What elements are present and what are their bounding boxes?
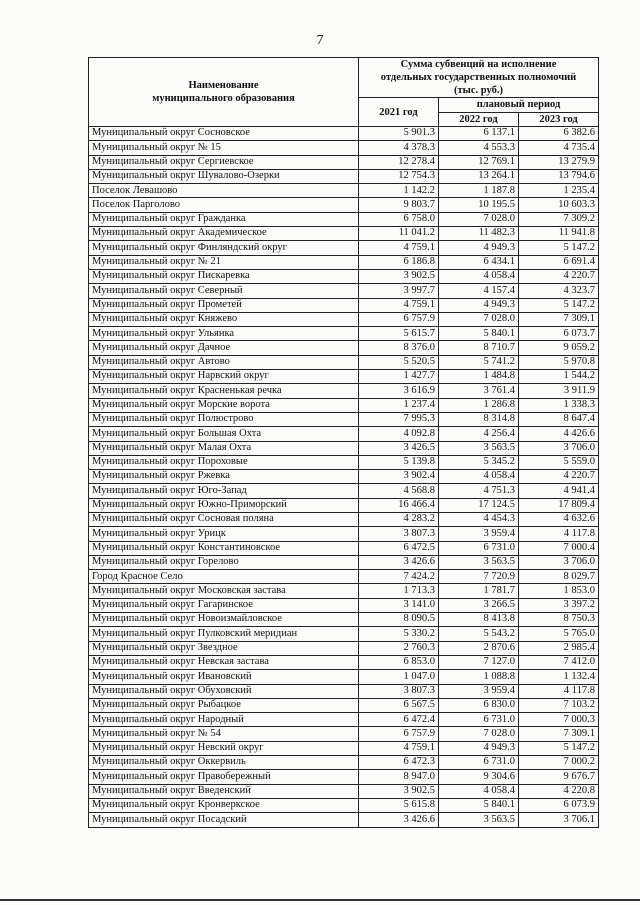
value-2021-cell: 5 615.8 (359, 798, 439, 812)
table-row (89, 355, 599, 369)
value-2022-cell: 1 484.8 (439, 370, 519, 384)
value-2022-cell: 6 731.0 (439, 756, 519, 770)
value-2023-cell: 4 117.8 (519, 527, 599, 541)
value-2023-cell: 1 235.4 (519, 184, 599, 198)
municipality-name-cell: Муниципальный округ Дачное (89, 341, 359, 355)
value-2023-cell: 11 941.8 (519, 227, 599, 241)
table-row (89, 570, 599, 584)
municipality-name-cell: Муниципальный округ Звездное (89, 641, 359, 655)
value-2023-cell: 3 706.0 (519, 441, 599, 455)
value-2021-cell: 12 278.4 (359, 155, 439, 169)
value-2022-cell: 3 959.4 (439, 684, 519, 698)
municipality-name-cell: Муниципальный округ Сосновая поляна (89, 512, 359, 526)
table-row (89, 741, 599, 755)
municipality-name-cell: Муниципальный округ Кронверкское (89, 798, 359, 812)
value-2022-cell: 4 949.3 (439, 298, 519, 312)
page-bottom-rule (0, 899, 640, 901)
municipality-name-cell: Муниципальный округ Ивановский (89, 670, 359, 684)
value-2021-cell: 3 902.5 (359, 269, 439, 283)
table-row (89, 670, 599, 684)
municipality-name-cell: Муниципальный округ Морские ворота (89, 398, 359, 412)
table-row (89, 327, 599, 341)
municipality-name-cell: Муниципальный округ Ржевка (89, 470, 359, 484)
value-2022-cell: 6 731.0 (439, 713, 519, 727)
table-row (89, 312, 599, 326)
value-2022-cell: 5 840.1 (439, 798, 519, 812)
value-2021-cell: 1 237.4 (359, 398, 439, 412)
municipality-name-cell: Муниципальный округ Финляндский округ (89, 241, 359, 255)
value-2023-cell: 7 000.2 (519, 756, 599, 770)
table-body (89, 126, 599, 827)
value-2023-cell: 13 794.6 (519, 169, 599, 183)
value-2021-cell: 4 092.8 (359, 427, 439, 441)
value-2022-cell: 4 949.3 (439, 241, 519, 255)
year-2022-header: 2022 год (439, 112, 519, 126)
value-2021-cell: 1 047.0 (359, 670, 439, 684)
municipality-name-cell: Муниципальный округ № 21 (89, 255, 359, 269)
municipality-name-cell: Муниципальный округ Гагаринское (89, 598, 359, 612)
value-2021-cell: 8 090.5 (359, 613, 439, 627)
value-2023-cell: 7 000.4 (519, 541, 599, 555)
value-2021-cell: 1 142.2 (359, 184, 439, 198)
value-2022-cell: 17 124.5 (439, 498, 519, 512)
value-2023-cell: 5 765.0 (519, 627, 599, 641)
value-2021-cell: 6 567.5 (359, 698, 439, 712)
municipality-name-cell: Муниципальный округ Пискаревка (89, 269, 359, 283)
value-2021-cell: 6 472.5 (359, 541, 439, 555)
value-2021-cell: 6 758.0 (359, 212, 439, 226)
table-row (89, 255, 599, 269)
municipality-name-cell: Муниципальный округ Полюстрово (89, 412, 359, 426)
value-2022-cell: 3 761.4 (439, 384, 519, 398)
value-2022-cell: 6 731.0 (439, 541, 519, 555)
value-2022-cell: 1 088.8 (439, 670, 519, 684)
municipality-name-cell: Муниципальный округ Пороховые (89, 455, 359, 469)
value-2021-cell: 5 330.2 (359, 627, 439, 641)
value-2023-cell: 1 544.2 (519, 370, 599, 384)
value-2023-cell: 6 691.4 (519, 255, 599, 269)
municipality-header-line2: муниципального образования (152, 92, 295, 104)
value-2022-cell: 8 314.8 (439, 412, 519, 426)
value-2022-cell: 8 413.8 (439, 613, 519, 627)
value-2022-cell: 7 028.0 (439, 312, 519, 326)
table-row (89, 370, 599, 384)
value-2023-cell: 7 000.3 (519, 713, 599, 727)
value-2023-cell: 7 103.2 (519, 698, 599, 712)
table-row (89, 698, 599, 712)
value-2021-cell: 3 426.5 (359, 441, 439, 455)
municipality-name-cell: Муниципальный округ Гражданка (89, 212, 359, 226)
value-2023-cell: 1 853.0 (519, 584, 599, 598)
municipality-name-cell: Муниципальный округ № 15 (89, 141, 359, 155)
table-row (89, 484, 599, 498)
year-2021-header: 2021 год (359, 98, 439, 127)
value-2021-cell: 4 378.3 (359, 141, 439, 155)
municipality-name-cell: Муниципальный округ Сосновское (89, 126, 359, 140)
plan-period-header: плановый период (439, 98, 599, 112)
value-2023-cell: 4 735.4 (519, 141, 599, 155)
subsidy-header-line1: Сумма субвенций на исполнение (400, 59, 557, 70)
municipality-name-cell: Муниципальный округ Народный (89, 713, 359, 727)
value-2022-cell: 12 769.1 (439, 155, 519, 169)
value-2023-cell: 17 809.4 (519, 498, 599, 512)
table-row (89, 455, 599, 469)
value-2023-cell: 7 412.0 (519, 655, 599, 669)
municipality-name-cell: Муниципальный округ Северный (89, 284, 359, 298)
year-2023-header: 2023 год (519, 112, 599, 126)
table-row (89, 498, 599, 512)
value-2021-cell: 7 424.2 (359, 570, 439, 584)
value-2023-cell: 7 309.1 (519, 727, 599, 741)
value-2021-cell: 6 472.3 (359, 756, 439, 770)
municipality-name-cell: Муниципальный округ Обуховский (89, 684, 359, 698)
table-row (89, 198, 599, 212)
table-row (89, 169, 599, 183)
value-2021-cell: 6 853.0 (359, 655, 439, 669)
table-row (89, 713, 599, 727)
value-2023-cell: 9 059.2 (519, 341, 599, 355)
municipality-name-cell: Муниципальный округ Сергиевское (89, 155, 359, 169)
municipality-name-cell: Муниципальный округ Красненькая речка (89, 384, 359, 398)
value-2021-cell: 7 995.3 (359, 412, 439, 426)
table-row (89, 227, 599, 241)
value-2022-cell: 4 058.4 (439, 784, 519, 798)
value-2022-cell: 4 454.3 (439, 512, 519, 526)
value-2023-cell: 10 603.3 (519, 198, 599, 212)
table-row (89, 541, 599, 555)
table-row (89, 598, 599, 612)
municipality-name-cell: Муниципальный округ Южно-Приморский (89, 498, 359, 512)
table-row (89, 398, 599, 412)
table-row (89, 298, 599, 312)
municipality-name-cell: Муниципальный округ Горелово (89, 555, 359, 569)
value-2023-cell: 6 382.6 (519, 126, 599, 140)
value-2023-cell: 8 647.4 (519, 412, 599, 426)
value-2023-cell: 5 559.0 (519, 455, 599, 469)
value-2022-cell: 7 028.0 (439, 727, 519, 741)
table-row (89, 341, 599, 355)
value-2022-cell: 4 058.4 (439, 269, 519, 283)
municipality-header-line1: Наименование (188, 79, 259, 91)
value-2022-cell: 3 563.5 (439, 813, 519, 827)
value-2023-cell: 6 073.7 (519, 327, 599, 341)
table-row (89, 412, 599, 426)
value-2022-cell: 3 266.5 (439, 598, 519, 612)
value-2023-cell: 1 338.3 (519, 398, 599, 412)
municipality-name-cell: Муниципальный округ Правобережный (89, 770, 359, 784)
value-2021-cell: 4 568.8 (359, 484, 439, 498)
value-2023-cell: 5 147.2 (519, 741, 599, 755)
value-2022-cell: 4 256.4 (439, 427, 519, 441)
value-2021-cell: 8 947.0 (359, 770, 439, 784)
table-row (89, 627, 599, 641)
municipality-name-cell: Муниципальный округ Рыбацкое (89, 698, 359, 712)
value-2021-cell: 3 902.5 (359, 784, 439, 798)
value-2021-cell: 3 997.7 (359, 284, 439, 298)
municipality-name-cell: Муниципальный округ Ульянка (89, 327, 359, 341)
value-2023-cell: 4 941.4 (519, 484, 599, 498)
value-2021-cell: 4 759.1 (359, 298, 439, 312)
value-2023-cell: 4 220.7 (519, 269, 599, 283)
value-2021-cell: 6 757.9 (359, 312, 439, 326)
value-2021-cell: 3 807.3 (359, 684, 439, 698)
value-2023-cell: 4 323.7 (519, 284, 599, 298)
value-2023-cell: 5 147.2 (519, 298, 599, 312)
value-2022-cell: 4 553.3 (439, 141, 519, 155)
table-row (89, 126, 599, 140)
municipality-name-cell: Поселок Левашово (89, 184, 359, 198)
value-2023-cell: 3 911.9 (519, 384, 599, 398)
value-2022-cell: 11 482.3 (439, 227, 519, 241)
municipality-name-cell: Муниципальный округ Прометей (89, 298, 359, 312)
value-2022-cell: 5 543.2 (439, 627, 519, 641)
value-2023-cell: 6 073.9 (519, 798, 599, 812)
value-2021-cell: 12 754.3 (359, 169, 439, 183)
value-2023-cell: 5 970.8 (519, 355, 599, 369)
value-2021-cell: 11 041.2 (359, 227, 439, 241)
value-2022-cell: 1 781.7 (439, 584, 519, 598)
value-2021-cell: 1 427.7 (359, 370, 439, 384)
value-2022-cell: 8 710.7 (439, 341, 519, 355)
table-row (89, 441, 599, 455)
municipality-name-cell: Муниципальный округ Московская застава (89, 584, 359, 598)
value-2023-cell: 3 706.0 (519, 555, 599, 569)
subsidy-header-line3: (тыс. руб.) (454, 85, 503, 97)
value-2023-cell: 7 309.2 (519, 212, 599, 226)
municipality-name-cell: Муниципальный округ Оккервиль (89, 756, 359, 770)
table-row (89, 212, 599, 226)
table-row (89, 813, 599, 827)
municipality-name-cell: Муниципальный округ Автово (89, 355, 359, 369)
value-2022-cell: 3 959.4 (439, 527, 519, 541)
value-2021-cell: 5 615.7 (359, 327, 439, 341)
table-row (89, 427, 599, 441)
municipality-name-cell: Муниципальный округ Малая Охта (89, 441, 359, 455)
value-2021-cell: 5 139.8 (359, 455, 439, 469)
municipality-name-cell: Поселок Парголово (89, 198, 359, 212)
value-2022-cell: 13 264.1 (439, 169, 519, 183)
value-2023-cell: 4 117.8 (519, 684, 599, 698)
municipality-name-cell: Муниципальный округ Константиновское (89, 541, 359, 555)
table-row (89, 756, 599, 770)
value-2022-cell: 9 304.6 (439, 770, 519, 784)
municipality-name-cell: Муниципальный округ Невский округ (89, 741, 359, 755)
value-2021-cell: 8 376.0 (359, 341, 439, 355)
value-2022-cell: 2 870.6 (439, 641, 519, 655)
value-2022-cell: 5 345.2 (439, 455, 519, 469)
municipality-name-cell: Муниципальный округ № 54 (89, 727, 359, 741)
value-2022-cell: 10 195.5 (439, 198, 519, 212)
table-row (89, 584, 599, 598)
table-row (89, 613, 599, 627)
value-2021-cell: 3 807.3 (359, 527, 439, 541)
value-2023-cell: 5 147.2 (519, 241, 599, 255)
table-row (89, 141, 599, 155)
municipality-name-cell: Муниципальный округ Невская застава (89, 655, 359, 669)
table-row (89, 184, 599, 198)
value-2021-cell: 4 759.1 (359, 741, 439, 755)
table-row (89, 798, 599, 812)
value-2021-cell: 1 713.3 (359, 584, 439, 598)
municipality-name-cell: Муниципальный округ Княжево (89, 312, 359, 326)
table-row (89, 684, 599, 698)
value-2023-cell: 9 676.7 (519, 770, 599, 784)
subsidy-header-line2: отдельных государственных полномочий (380, 72, 577, 84)
municipality-name-cell: Муниципальный округ Большая Охта (89, 427, 359, 441)
municipality-name-cell: Муниципальный округ Юго-Запад (89, 484, 359, 498)
value-2022-cell: 4 157.4 (439, 284, 519, 298)
municipality-column-header (89, 58, 359, 127)
value-2021-cell: 16 466.4 (359, 498, 439, 512)
value-2023-cell: 8 029.7 (519, 570, 599, 584)
value-2021-cell: 6 757.9 (359, 727, 439, 741)
value-2021-cell: 3 141.0 (359, 598, 439, 612)
page-number: 7 (316, 33, 324, 48)
value-2022-cell: 1 286.8 (439, 398, 519, 412)
value-2022-cell: 4 058.4 (439, 470, 519, 484)
table-row (89, 655, 599, 669)
value-2023-cell: 13 279.9 (519, 155, 599, 169)
value-2022-cell: 6 830.0 (439, 698, 519, 712)
value-2022-cell: 7 127.0 (439, 655, 519, 669)
subsidy-sum-header (359, 58, 599, 98)
value-2023-cell: 3 706.1 (519, 813, 599, 827)
table-row (89, 241, 599, 255)
value-2022-cell: 6 137.1 (439, 126, 519, 140)
table-row (89, 512, 599, 526)
value-2023-cell: 4 426.6 (519, 427, 599, 441)
municipality-name-cell: Муниципальный округ Пулковский меридиан (89, 627, 359, 641)
table-row (89, 770, 599, 784)
value-2022-cell: 7 720.9 (439, 570, 519, 584)
value-2021-cell: 4 283.2 (359, 512, 439, 526)
value-2023-cell: 4 632.6 (519, 512, 599, 526)
value-2022-cell: 1 187.8 (439, 184, 519, 198)
municipality-name-cell: Муниципальный округ Посадский (89, 813, 359, 827)
value-2023-cell: 1 132.4 (519, 670, 599, 684)
municipality-name-cell: Муниципальный округ Нарвский округ (89, 370, 359, 384)
value-2021-cell: 3 616.9 (359, 384, 439, 398)
table-row (89, 784, 599, 798)
table-row (89, 641, 599, 655)
subsidy-table (88, 57, 599, 828)
value-2022-cell: 3 563.5 (439, 555, 519, 569)
value-2023-cell: 8 750.3 (519, 613, 599, 627)
municipality-name-cell: Муниципальный округ Введенский (89, 784, 359, 798)
value-2021-cell: 2 760.3 (359, 641, 439, 655)
table-row (89, 284, 599, 298)
value-2021-cell: 5 520.5 (359, 355, 439, 369)
value-2022-cell: 3 563.5 (439, 441, 519, 455)
value-2023-cell: 4 220.8 (519, 784, 599, 798)
table-header (89, 58, 599, 127)
value-2023-cell: 2 985.4 (519, 641, 599, 655)
value-2021-cell: 6 186.8 (359, 255, 439, 269)
municipality-name-cell: Город Красное Село (89, 570, 359, 584)
value-2021-cell: 9 803.7 (359, 198, 439, 212)
municipality-name-cell: Муниципальный округ Новоизмайловское (89, 613, 359, 627)
table-row (89, 470, 599, 484)
table-row (89, 269, 599, 283)
value-2021-cell: 4 759.1 (359, 241, 439, 255)
table-row (89, 527, 599, 541)
municipality-name-cell: Муниципальный округ Академическое (89, 227, 359, 241)
value-2022-cell: 6 434.1 (439, 255, 519, 269)
value-2021-cell: 3 902.4 (359, 470, 439, 484)
value-2021-cell: 3 426.6 (359, 813, 439, 827)
table-row (89, 727, 599, 741)
municipality-name-cell: Муниципальный округ Шувалово-Озерки (89, 169, 359, 183)
value-2023-cell: 7 309.1 (519, 312, 599, 326)
table-row (89, 155, 599, 169)
value-2022-cell: 4 949.3 (439, 741, 519, 755)
value-2022-cell: 4 751.3 (439, 484, 519, 498)
value-2023-cell: 3 397.2 (519, 598, 599, 612)
table-row (89, 384, 599, 398)
municipality-name-cell: Муниципальный округ Урицк (89, 527, 359, 541)
value-2021-cell: 3 426.6 (359, 555, 439, 569)
value-2021-cell: 6 472.4 (359, 713, 439, 727)
value-2023-cell: 4 220.7 (519, 470, 599, 484)
table-row (89, 555, 599, 569)
value-2022-cell: 7 028.0 (439, 212, 519, 226)
value-2022-cell: 5 840.1 (439, 327, 519, 341)
value-2021-cell: 5 901.3 (359, 126, 439, 140)
value-2022-cell: 5 741.2 (439, 355, 519, 369)
